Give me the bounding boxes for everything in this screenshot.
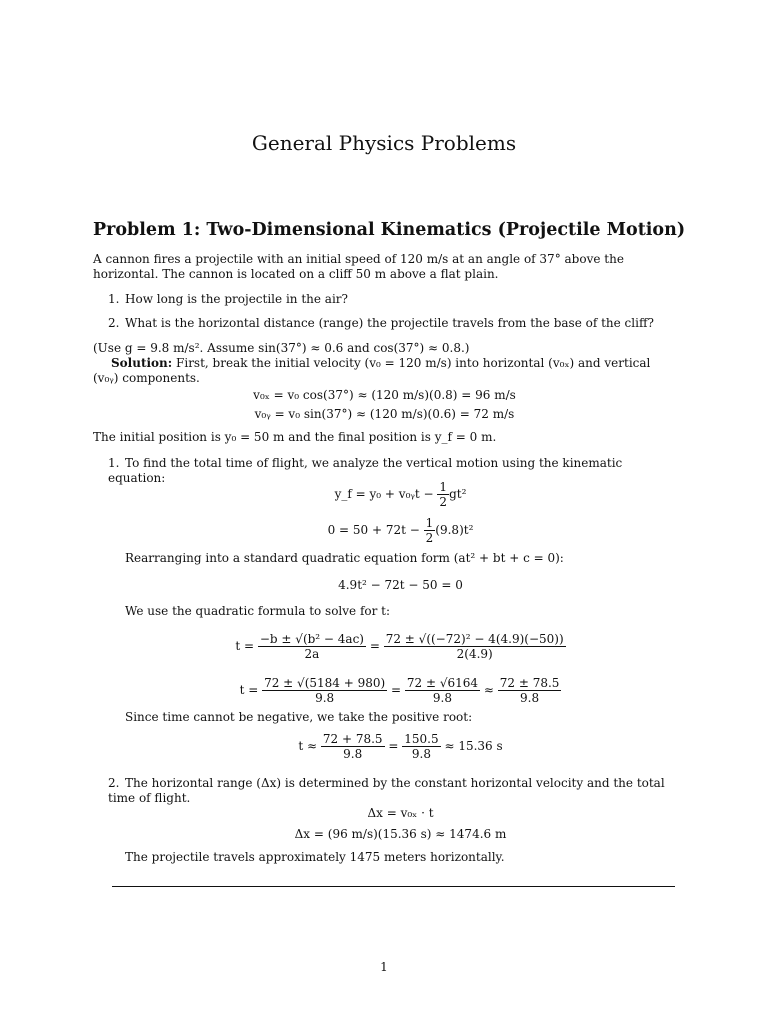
equation-part: (9.8)t² bbox=[435, 523, 474, 537]
solution-intro bbox=[93, 356, 676, 386]
conclusion-text: The projectile travels approximately 1475 meters horizontally. bbox=[125, 850, 505, 864]
question-number: 2. bbox=[108, 316, 120, 330]
fraction bbox=[321, 732, 385, 761]
numerator: −b ± √(b² − 4ac) bbox=[259, 632, 364, 646]
step-text: To find the total time of flight, we analyze the vertical motion using the kinematic equation: bbox=[108, 456, 623, 485]
denominator: 9.8 bbox=[343, 747, 363, 761]
denominator: 9.8 bbox=[411, 747, 431, 761]
denominator: 9.8 bbox=[315, 691, 335, 705]
fraction bbox=[384, 632, 566, 661]
solution-text: First, break the initial velocity (v₀ = 120 m/s) into horizontal (v₀ₓ) and vertical (v₀ᵧ) components. bbox=[93, 356, 651, 385]
fraction bbox=[258, 632, 366, 661]
question-text: What is the horizontal distance (range) the projectile travels from the base of the cliff? bbox=[125, 316, 654, 330]
positive-root-text: Since time cannot be negative, we take the positive root: bbox=[125, 710, 473, 724]
equation-part: t ≈ bbox=[298, 739, 318, 753]
step-number: 1. bbox=[108, 456, 120, 470]
fraction bbox=[262, 676, 387, 705]
equation-time-result bbox=[125, 732, 676, 761]
equation-part: ≈ 15.36 s bbox=[444, 739, 503, 753]
page-title: General Physics Problems bbox=[251, 131, 517, 155]
equation-part: = bbox=[388, 739, 399, 753]
equation-part: gt² bbox=[449, 487, 467, 501]
numerator: 72 ± √6164 bbox=[406, 676, 479, 690]
rearrange-text: Rearranging into a standard quadratic equation form (at² + bt + c = 0): bbox=[125, 551, 564, 565]
numerator: 72 ± √((−72)² − 4(4.9)(−50)) bbox=[385, 632, 564, 646]
horizontal-rule bbox=[112, 886, 675, 887]
fraction bbox=[437, 480, 449, 509]
use-note: (Use g = 9.8 m/s². Assume sin(37°) ≈ 0.6 and cos(37°) ≈ 0.8.) bbox=[93, 341, 470, 355]
step-number: 2. bbox=[108, 776, 120, 790]
fraction bbox=[424, 516, 436, 545]
fraction bbox=[405, 676, 480, 705]
equation-quadratic-evaluated bbox=[125, 676, 676, 705]
question-text: How long is the projectile in the air? bbox=[125, 292, 348, 306]
equation-v0y: v₀ᵧ = v₀ sin(37°) ≈ (120 m/s)(0.6) = 72 m/s bbox=[254, 407, 515, 421]
problem-heading: Problem 1: Two-Dimensional Kinematics (Projectile Motion) bbox=[93, 220, 686, 240]
page-number: 1 bbox=[380, 960, 388, 974]
equation-range: Δx = v₀ₓ · t bbox=[367, 806, 434, 820]
equation-part: = bbox=[369, 639, 380, 653]
numerator: 1 bbox=[439, 480, 448, 494]
equation-kinematic bbox=[125, 480, 676, 509]
denominator: 2(4.9) bbox=[456, 647, 493, 661]
quadratic-formula-text: We use the quadratic formula to solve for t: bbox=[125, 604, 391, 618]
equation-part: t = bbox=[239, 683, 259, 697]
equation-part: = bbox=[391, 683, 402, 697]
denominator: 2 bbox=[425, 531, 434, 545]
denominator: 9.8 bbox=[432, 691, 453, 705]
problem-intro: A cannon fires a projectile with an initial speed of 120 m/s at an angle of 37° above the horizontal. The cannon is located on a cliff 50 m above a flat plain. bbox=[93, 252, 624, 281]
fraction bbox=[498, 676, 562, 705]
numerator: 1 bbox=[425, 516, 434, 530]
equation-part: 0 = 50 + 72t − bbox=[327, 523, 420, 537]
equation-quadratic: 4.9t² − 72t − 50 = 0 bbox=[338, 578, 463, 592]
question-item bbox=[108, 292, 676, 307]
numerator: 72 ± 78.5 bbox=[499, 676, 560, 690]
fraction bbox=[402, 732, 440, 761]
denominator: 2 bbox=[439, 495, 448, 509]
denominator: 2a bbox=[304, 647, 320, 661]
question-number: 1. bbox=[108, 292, 120, 306]
equation-part: y_f = y₀ + v₀ᵧt − bbox=[334, 487, 434, 501]
positions-text: The initial position is y₀ = 50 m and the final position is y_f = 0 m. bbox=[93, 430, 497, 444]
equation-part: ≈ bbox=[483, 683, 494, 697]
denominator: 9.8 bbox=[520, 691, 540, 705]
equation-v0x: v₀ₓ = v₀ cos(37°) ≈ (120 m/s)(0.8) = 96 m/s bbox=[253, 388, 516, 402]
question-item bbox=[108, 316, 676, 331]
equation-quadratic-formula bbox=[125, 632, 676, 661]
numerator: 150.5 bbox=[404, 732, 439, 746]
numerator: 72 ± √(5184 + 980) bbox=[264, 676, 386, 690]
equation-substituted bbox=[125, 516, 676, 545]
step-item bbox=[108, 776, 676, 806]
equation-range-result: Δx = (96 m/s)(15.36 s) ≈ 1474.6 m bbox=[294, 827, 507, 841]
equation-part: t = bbox=[235, 639, 255, 653]
step-text: The horizontal range (Δx) is determined by the constant horizontal velocity and the total time of flight. bbox=[108, 776, 665, 805]
solution-label: Solution: bbox=[111, 356, 173, 370]
numerator: 72 + 78.5 bbox=[322, 732, 383, 746]
